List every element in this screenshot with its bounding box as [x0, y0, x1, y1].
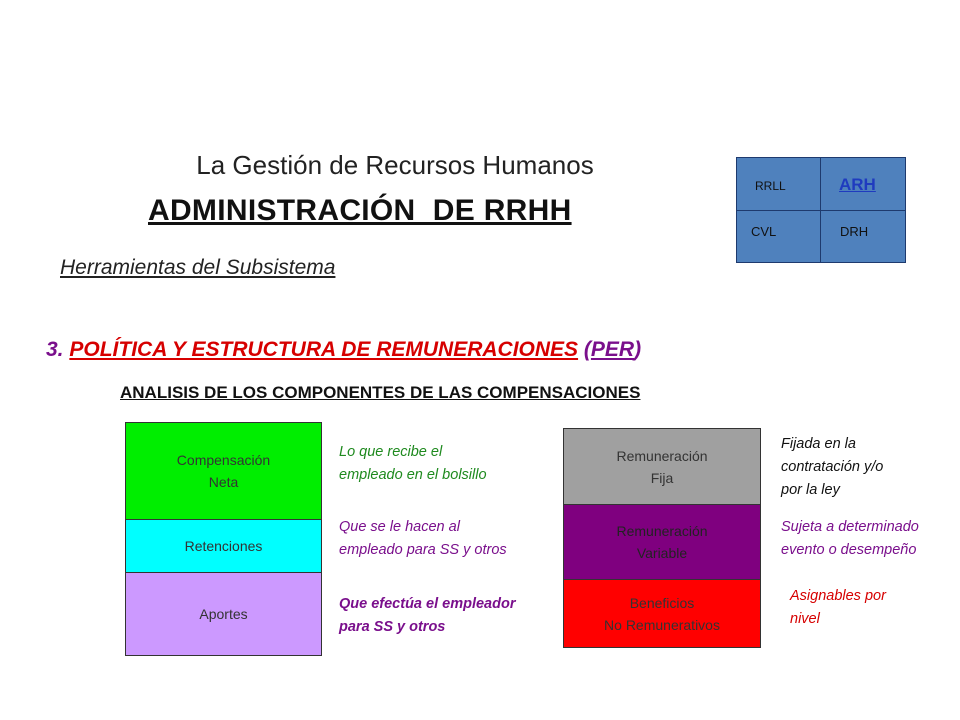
aportes-label: Aportes	[199, 606, 248, 622]
note-remuneracion-variable	[781, 516, 956, 562]
note-ben-line-1: Asignables por	[790, 588, 886, 604]
section-paren-open: (	[578, 338, 591, 361]
note-aportes	[339, 593, 549, 639]
matrix-cell-cvl: CVL	[751, 224, 777, 239]
remuneracion-variable-line-2: Variable	[636, 545, 688, 561]
remuneracion-fija-box	[563, 428, 761, 505]
note-beneficios	[790, 585, 930, 631]
remuneracion-fija-line-1: Remuneración	[616, 447, 708, 464]
section-heading	[46, 338, 641, 362]
note-var-line-2: evento o desempeño	[781, 542, 917, 558]
slide-subtitle: La Gestión de Recursos Humanos	[196, 150, 594, 180]
note-remuneracion-fija	[781, 433, 951, 502]
compensacion-neta-line-1: Compensación	[176, 452, 271, 468]
section-abbr: PER	[590, 338, 635, 361]
note-aport-line-2: para SS y otros	[339, 619, 446, 635]
analysis-heading: ANALISIS DE LOS COMPONENTES DE LAS COMPENSACIONES	[120, 383, 641, 402]
note-ret-line-1: Que se le hacen al	[339, 519, 460, 535]
matrix-cell-rrll: RRLL	[755, 179, 786, 193]
note-retenciones	[339, 516, 549, 562]
section-number: 3.	[46, 338, 70, 361]
remuneracion-variable-box	[563, 504, 761, 580]
note-neta-line-2: empleado en el bolsillo	[339, 467, 487, 483]
hr-matrix	[736, 157, 906, 263]
note-fija-line-3: por la ley	[781, 482, 840, 498]
note-aport-line-1: Que efectúa el empleador	[339, 596, 516, 612]
section-paren-close: )	[634, 338, 642, 361]
beneficios-line-1: Beneficios	[629, 594, 695, 611]
compensacion-neta-box	[125, 422, 322, 520]
retenciones-label: Retenciones	[184, 538, 263, 554]
note-compensacion-neta	[339, 441, 539, 487]
note-ret-line-2: empleado para SS y otros	[339, 542, 507, 558]
beneficios-box	[563, 579, 761, 648]
tools-heading: Herramientas del Subsistema	[60, 256, 336, 279]
section-heading-link: POLÍTICA Y ESTRUCTURA DE REMUNERACIONES	[69, 338, 579, 361]
note-fija-line-1: Fijada en la	[781, 436, 856, 452]
retenciones-box	[125, 519, 322, 573]
slide-title-text: ADMINISTRACIÓN DE RRHH	[148, 194, 572, 227]
slide-title	[148, 194, 572, 228]
note-ben-line-2: nivel	[790, 611, 820, 627]
remuneracion-fija-line-2: Fija	[650, 469, 674, 486]
note-fija-line-2: contratación y/o	[781, 459, 884, 475]
note-var-line-1: Sujeta a determinado	[781, 519, 919, 535]
aportes-box	[125, 572, 322, 656]
compensacion-neta-line-2: Neta	[208, 474, 239, 490]
remuneracion-variable-line-1: Remuneración	[616, 523, 708, 539]
matrix-cell-drh: DRH	[840, 224, 869, 239]
matrix-divider-horizontal	[737, 210, 905, 211]
note-neta-line-1: Lo que recibe el	[339, 444, 443, 460]
matrix-cell-arh[interactable]: ARH	[839, 175, 876, 194]
beneficios-line-2: No Remunerativos	[604, 616, 720, 633]
